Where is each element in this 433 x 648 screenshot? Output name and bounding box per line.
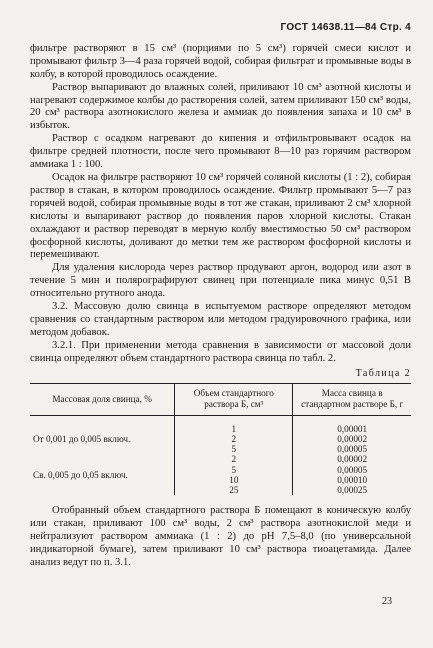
table-caption: Таблица 2 [355, 367, 411, 379]
paragraph-evaporation: Раствор выпаривают до влажных солей, приливают 10 см³ азотной кислоты и нагревают содержимое колбы до растворения солей, затем приливают 150 см³ воды, 20 см³ раствора азотнокислого железа и аммиак до появления запаха и 10 см³ в избыток. [30, 81, 411, 132]
table-2 [30, 383, 411, 495]
table-header-row [30, 384, 411, 415]
table-row [30, 424, 411, 455]
paragraph-oxygen-removal: Для удаления кислорода через раствор продувают аргон, водород или азот в течение 5 мин и полярографируют свинец при потенциале пика минус 0,51 В относительно ртутного анода. [30, 262, 411, 300]
volume-list [175, 424, 293, 455]
mass-value: 0,00002 [337, 454, 368, 465]
paragraph-precipitate-filtering: Раствор с осадком нагревают до кипения и отфильтровывают осадок на фильтре средней плотности, после чего промывают 8—10 раз горячим раствором аммиака 1 : 100. [30, 133, 411, 171]
mass-value: 0,00005 [337, 444, 368, 455]
mass-fraction-range: От 0,001 до 0,005 включ. [33, 434, 131, 445]
volume-list [175, 454, 293, 495]
paragraph-filter-dissolution: фильтре растворяют в 15 см³ (порциями по 5 см³) горячей смеси кислот и промывают фильтр 3—4 раза горячей водой, собирая фильтрат и промывные воды в колбу, в которой проводилось осаждение. [30, 42, 411, 80]
paragraph-sample-procedure: Отобранный объем стандартного раствора Б помещают в коническую колбу или стакан, приливают 100 см³ воды, 2 см³ раствора азотнокислой меди и нейтрализуют раствором аммиака (1 : 2) до рН 7,5–8,0 (по универсальной индикаторной бумаге), затем приливают 10 см³ раствора тиоацетамида. Далее анализ ведут по п. 3.1. [30, 505, 411, 568]
mass-value: 0,00025 [337, 485, 368, 496]
header-mass-fraction: Массовая доля свинца, % [30, 384, 175, 415]
volume-value: 1 [231, 423, 237, 434]
mass-list [293, 454, 411, 495]
mass-value: 0,00002 [337, 434, 368, 445]
mass-list [293, 424, 411, 455]
mass-value: 0,00005 [337, 464, 368, 475]
volume-value: 5 [231, 444, 237, 455]
header-standard-volume: Объем стандартного раствора Б, см³ [175, 384, 293, 415]
table-row [30, 454, 411, 495]
paragraph-section-3-2: 3.2. Массовую долю свинца в испытуемом растворе определяют методом сравнения со стандартным раствором или методом градуировочного графика, или методом добавок. [30, 301, 411, 338]
mass-fraction-range: Св. 0,005 до 0,05 включ. [33, 469, 128, 480]
paragraph-section-3-2-1: 3.2.1. При применении метода сравнения в зависимости от массовой доли свинца определяют объем стандартного раствора свинца по табл. 2. [30, 339, 411, 364]
volume-value: 10 [229, 474, 239, 485]
paragraph-hydrochloric-dissolution: Осадок на фильтре растворяют 10 см³ горячей соляной кислоты (1 : 2), собирая раствор в стакан, в котором проводилось осаждение. Фильтр промывают 5—7 раз горячей водой, собирая промывные воды в тот же стакан, приливают 2 см³ хлорной кислоты и выпаривают раствор до появления паров хлорной кислоты. Стакан охлаждают и раствор переводят в мерную колбу вместимостью 50 см³ раствором фосфорной кислоты, доливают до метки тем же раствором фосфорной кислоты и перемешивают. [30, 171, 411, 261]
mass-value: 0,00001 [337, 423, 368, 434]
page-number: 23 [382, 596, 392, 607]
volume-value: 5 [231, 464, 237, 475]
header-lead-mass: Масса свинца в стандартном растворе Б, г [293, 384, 411, 415]
standard-header: ГОСТ 14638.11—84 Стр. 4 [280, 22, 411, 33]
volume-value: 2 [231, 434, 237, 445]
mass-value: 0,00010 [337, 474, 368, 485]
volume-value: 25 [229, 485, 239, 496]
volume-value: 2 [231, 454, 237, 465]
